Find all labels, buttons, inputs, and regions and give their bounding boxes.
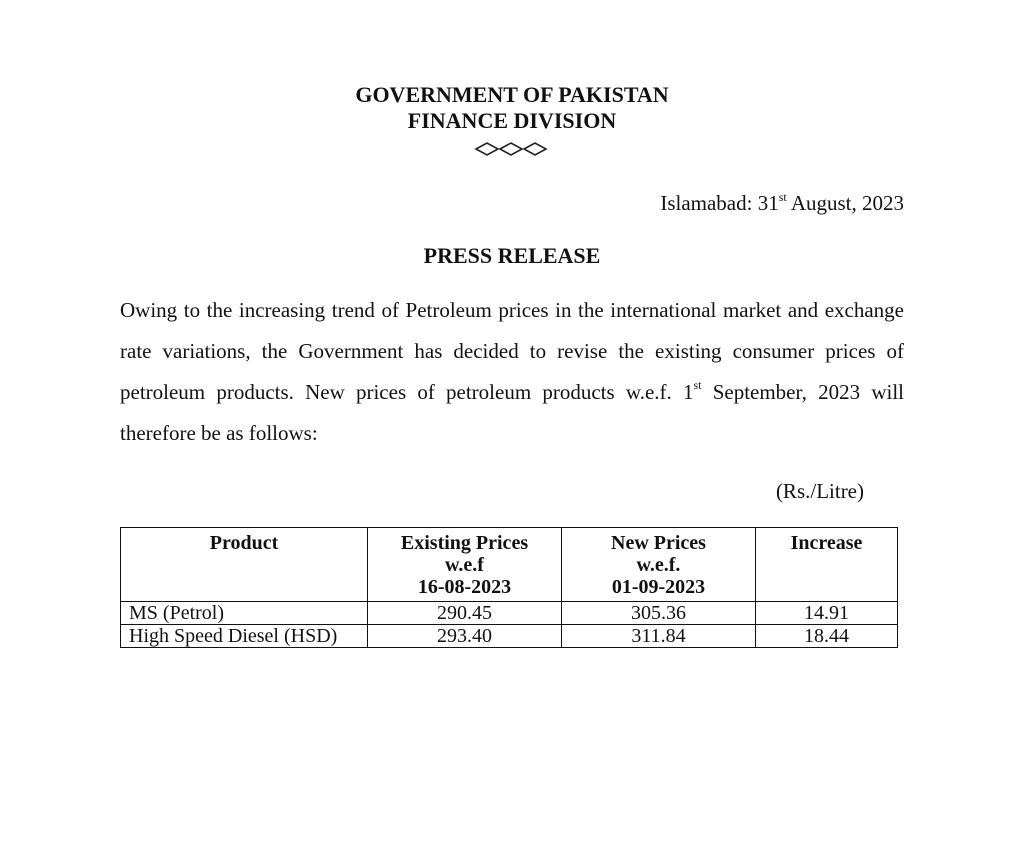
body-text-part2: September, 2023 will therefore be as follows:: [120, 380, 904, 445]
column-header-product: [121, 528, 368, 602]
table-row: [121, 602, 898, 625]
column-header-new-prices: [562, 528, 756, 602]
column-header-existing-prices: [368, 528, 562, 602]
header-line: New Prices: [611, 532, 706, 554]
ornament-diamonds-icon: [474, 140, 550, 158]
header-division: FINANCE DIVISION: [407, 108, 617, 133]
cell-increase: 14.91: [756, 602, 898, 625]
header-line: w.e.f: [445, 554, 484, 576]
header-line: Product: [209, 532, 279, 554]
cell-new-price: 305.36: [562, 602, 756, 625]
cell-product: MS (Petrol): [121, 602, 368, 625]
cell-new-price: 311.84: [562, 625, 756, 648]
dateline-month-year: August, 2023: [786, 191, 904, 215]
price-table: [120, 527, 898, 648]
header-line: 01-09-2023: [611, 576, 706, 598]
column-header-increase: [756, 528, 898, 602]
diamond-ornament-icon: [0, 134, 1024, 164]
header-line: Increase: [790, 532, 863, 554]
cell-product: High Speed Diesel (HSD): [121, 625, 368, 648]
dateline-place: Islamabad: 31: [660, 191, 779, 215]
cell-existing-price: 290.45: [368, 602, 562, 625]
cell-increase: 18.44: [756, 625, 898, 648]
body-ordinal: st: [693, 378, 702, 392]
cell-existing-price: 293.40: [368, 625, 562, 648]
body-text-part1: Owing to the increasing trend of Petroleum prices in the international market and exchange rate variations, the Government has decided to revise the existing consumer prices of petroleum products. New prices of petroleum products w.e.f. 1: [120, 298, 904, 404]
table-row: [121, 625, 898, 648]
dateline-ordinal: st: [778, 190, 787, 204]
header-line: w.e.f.: [636, 554, 681, 576]
units-label: (Rs./Litre): [775, 479, 864, 503]
header-line: 16-08-2023: [417, 576, 512, 598]
dateline: [660, 190, 904, 216]
table-header-row: [121, 528, 898, 602]
document-title: PRESS RELEASE: [423, 243, 601, 268]
header-government: GOVERNMENT OF PAKISTAN: [355, 82, 669, 107]
header-line: Existing Prices: [400, 532, 529, 554]
body-paragraph: [120, 290, 904, 454]
